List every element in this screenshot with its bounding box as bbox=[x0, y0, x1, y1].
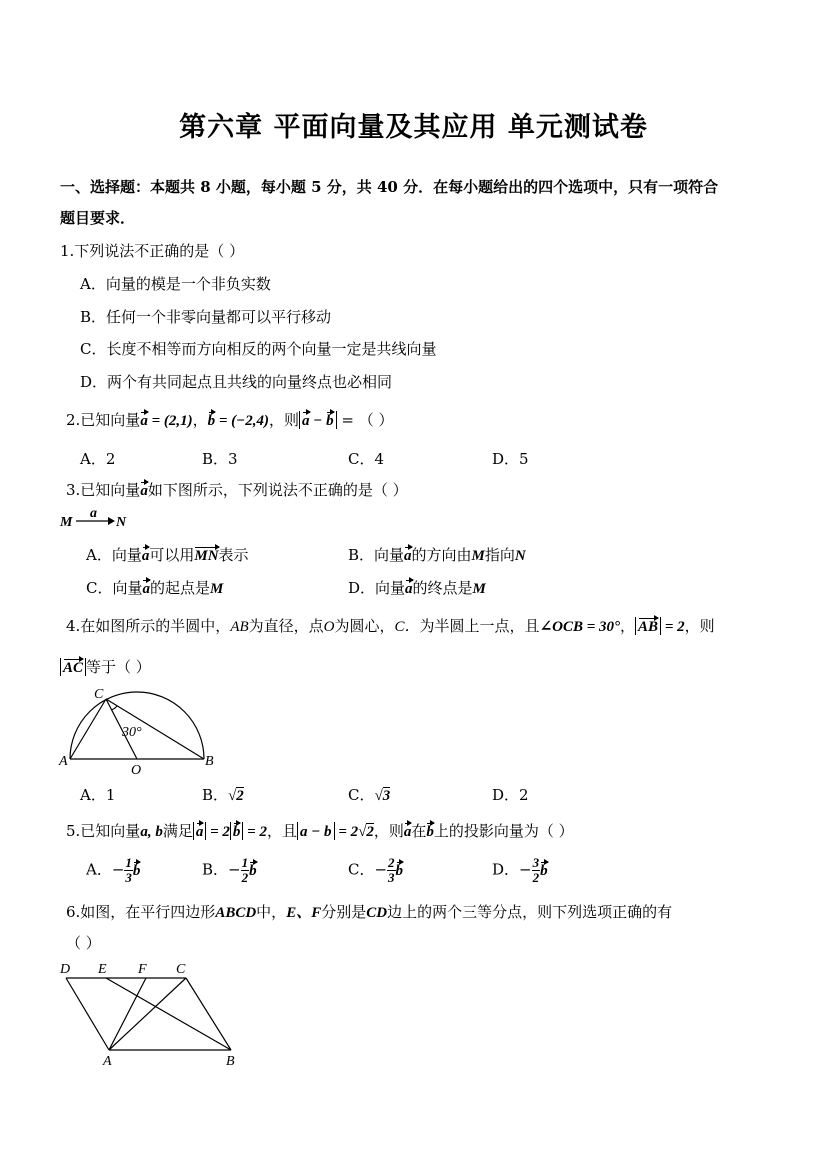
q2-stem bbox=[66, 409, 394, 430]
q2-option-c: C．4 bbox=[348, 450, 385, 468]
q4-option-a: A．1 bbox=[80, 786, 116, 804]
q3-stem-post: 如下图所示，下列说法不正确的是（ ） bbox=[147, 481, 408, 499]
page-title: 第六章 平面向量及其应用 单元测试卷 bbox=[179, 112, 648, 143]
q5-stem: 5.已知向量a, b满足 a = 2 b = 2，且 a − b = 2√2，则a在b上的投影向量为（ ） bbox=[66, 822, 574, 840]
q4-option-d: D．2 bbox=[492, 786, 529, 804]
q2-option-a: A．2 bbox=[80, 450, 116, 468]
section-heading-line1: 一、选择题：本题共 8 小题，每小题 5 分，共 40 分．在每小题给出的四个选项中，只有一项符合 bbox=[60, 178, 719, 196]
q4-stem: 4.在如图所示的半圆中，AB为直径，点O为圆心，C．为半圆上一点，且∠OCB = 30°， AB = 2，则 bbox=[66, 617, 715, 635]
q3-stem-pre: 3.已知向量 bbox=[66, 481, 141, 499]
fig-label-B: B bbox=[226, 1054, 235, 1069]
q3-option-d: D．向量a的终点是M bbox=[348, 579, 486, 597]
fig-label-A: A bbox=[59, 754, 68, 769]
q5-option-a: A．− $\frac{1}{3}$ b bbox=[86, 855, 141, 885]
fig-label-C: C bbox=[176, 962, 186, 977]
q2-prefix: 2.已知向量 bbox=[66, 411, 141, 429]
q2-option-d: D．5 bbox=[492, 450, 529, 468]
q2-sep: ， bbox=[192, 411, 208, 429]
q2-suffix: = （ ） bbox=[336, 411, 394, 429]
fig-label-A: A bbox=[103, 1054, 112, 1069]
q3-option-c: C．向量a的起点是M bbox=[86, 579, 224, 597]
q3-stem bbox=[66, 479, 408, 500]
vector-b: b bbox=[207, 413, 216, 429]
vector-a: a bbox=[140, 413, 148, 429]
q4-option-c: C．√3 bbox=[348, 786, 391, 804]
q2-b-value: = (−2,4) bbox=[215, 413, 270, 429]
q3-option-b: B．向量a的方向由M指向N bbox=[348, 546, 526, 564]
q6-parallelogram-figure bbox=[56, 958, 246, 1070]
q5-option-b: B．− $\frac{1}{2}$ b bbox=[202, 855, 257, 885]
q5-option-d: D．− $\frac{3}{2}$ b bbox=[492, 855, 548, 885]
fig-label-B: B bbox=[205, 754, 214, 769]
q2-abs-expression: a − b bbox=[299, 411, 337, 429]
fig-label-F: F bbox=[138, 962, 147, 977]
fig-label-M: M bbox=[60, 515, 73, 530]
fig-label-E: E bbox=[98, 962, 107, 977]
fig-label-O: O bbox=[131, 763, 142, 776]
q4-stem-line2: AC 等于（ ） bbox=[60, 656, 151, 677]
fig-label-C: C bbox=[94, 687, 104, 702]
q1-option-d: D．两个有共同起点且共线的向量终点也必相同 bbox=[80, 373, 393, 391]
fig-label-D: D bbox=[60, 962, 71, 977]
q1-stem: 1.下列说法不正确的是（ ） bbox=[60, 242, 245, 260]
q2-a-value: = (2,1) bbox=[147, 413, 193, 429]
q3-vector-figure bbox=[58, 508, 138, 532]
fig-label-angle: 30° bbox=[122, 725, 142, 740]
q2-option-b: B．3 bbox=[202, 450, 238, 468]
q1-option-a: A．向量的模是一个非负实数 bbox=[80, 275, 271, 293]
q1-option-c: C．长度不相等而方向相反的两个向量一定是共线向量 bbox=[80, 340, 437, 358]
section-heading-line2: 题目要求． bbox=[60, 209, 136, 227]
q6-stem-line2: （ ） bbox=[66, 934, 101, 952]
vector-a: a bbox=[140, 483, 148, 499]
q4-option-b: B．√2 bbox=[202, 786, 244, 804]
q5-option-c: C．− $\frac{2}{3}$ b bbox=[348, 855, 404, 885]
q3-option-a: A．向量a可以用MN表示 bbox=[86, 546, 249, 564]
q2-mid: ，则 bbox=[269, 411, 300, 429]
q6-stem: 6.如图，在平行四边形ABCD中，E、F分别是CD边上的两个三等分点，则下列选项正确的有 bbox=[66, 903, 673, 921]
fig-label-a: a bbox=[90, 508, 97, 521]
fig-label-N: N bbox=[116, 515, 127, 530]
q4-semicircle-figure bbox=[56, 686, 221, 776]
q1-option-b: B．任何一个非零向量都可以平行移动 bbox=[80, 308, 332, 326]
